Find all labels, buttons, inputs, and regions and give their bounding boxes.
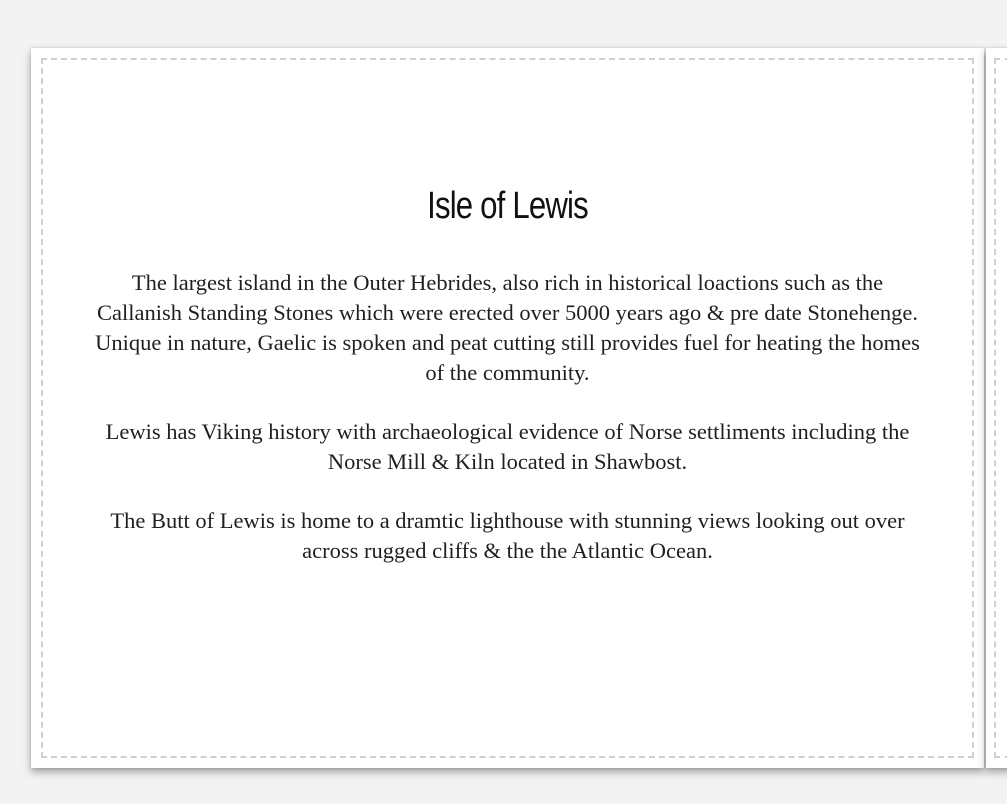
card-paragraph-1: The largest island in the Outer Hebrides, also rich in historical loactions such as the Callanish Standing Stones which were erected over 5000 years ago & pre date Stonehenge. Unique in nature, Gaelic is spoken and peat cutting still provides fuel for heating the homes of the community. xyxy=(95,270,920,385)
next-card-edge[interactable] xyxy=(986,48,1007,768)
card-paragraph-3: The Butt of Lewis is home to a dramtic lighthouse with stunning views looking out over across rugged cliffs & the the Atlantic Ocean. xyxy=(110,508,905,563)
card-content xyxy=(43,182,972,595)
card-dashed-border xyxy=(41,58,974,758)
card-title: Isle of Lewis xyxy=(427,185,588,227)
info-card xyxy=(31,48,984,768)
card-paragraph-2: Lewis has Viking history with archaeological evidence of Norse settliments including the Norse Mill & Kiln located in Shawbost. xyxy=(105,419,910,474)
next-card-dashed-border xyxy=(994,58,1007,758)
